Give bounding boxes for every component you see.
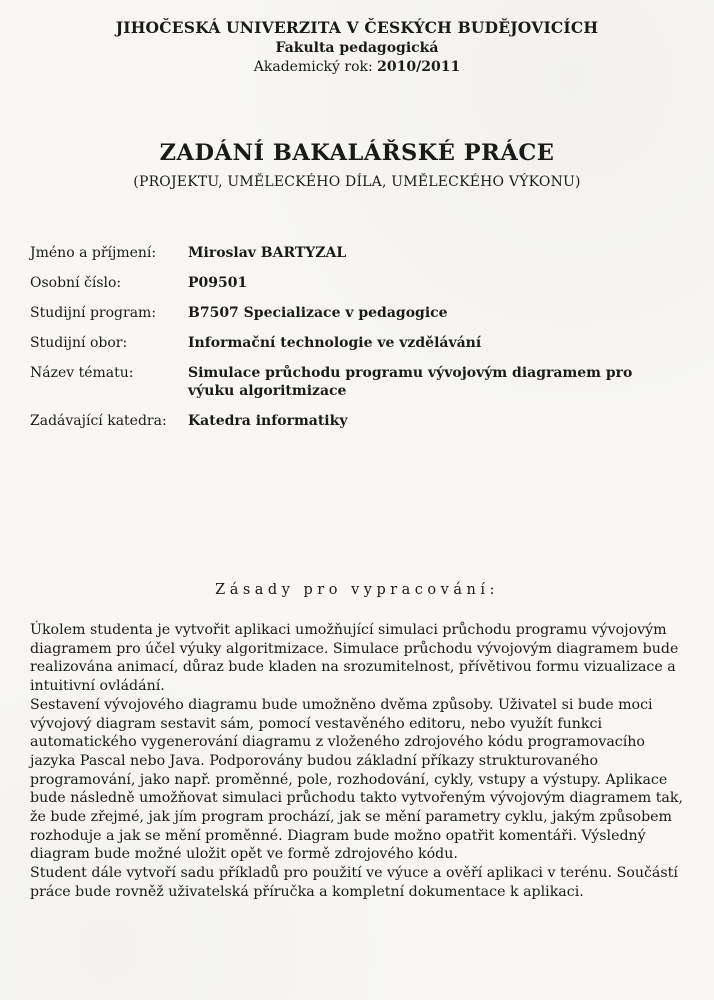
document-subtitle: (PROJEKTU, UMĚLECKÉHO DÍLA, UMĚLECKÉHO VÝKONU) xyxy=(133,174,581,190)
field-value: Katedra informatiky xyxy=(188,413,348,429)
field-label: Název tématu: xyxy=(30,365,134,381)
field-value: P09501 xyxy=(188,275,248,291)
academic-year-label: Akademický rok: xyxy=(253,59,373,75)
faculty-name: Fakulta pedagogická xyxy=(275,40,439,56)
field-label: Studijní obor: xyxy=(30,335,128,351)
university-name: JIHOČESKÁ UNIVERZITA V ČESKÝCH BUDĚJOVICÍCH xyxy=(115,18,599,37)
field-value: Simulace průchodu programu vývojovým diagramem pro výuku algoritmizace xyxy=(188,365,633,399)
guidelines-text xyxy=(30,621,690,902)
info-fields xyxy=(30,244,690,442)
field-value: B7507 Specializace v pedagogice xyxy=(188,305,448,321)
field-row xyxy=(30,274,690,292)
field-row xyxy=(30,364,690,400)
field-label: Studijní program: xyxy=(30,305,157,321)
paragraph: Úkolem studenta je vytvořit aplikaci umožňující simulaci průchodu programu vývojovým diagramem pro účel výuky algoritmizace. Simulace průchodu vývojovým diagramem bude realizována animací, důraz bude kladen na srozumitelnost, přívětivou formu vizualizace a intuitivní ovládání. xyxy=(30,622,679,695)
field-value: Informační technologie ve vzdělávání xyxy=(188,335,482,351)
field-value: Miroslav BARTYZAL xyxy=(188,245,347,261)
paragraph: Student dále vytvoří sadu příkladů pro použití ve výuce a ověří aplikaci v terénu. Součástí práce bude rovněž uživatelská příručka a kompletní dokumentace k aplikaci. xyxy=(30,865,678,900)
academic-year-value: 2010/2011 xyxy=(377,59,461,75)
document-title: ZADÁNÍ BAKALÁŘSKÉ PRÁCE xyxy=(159,140,555,166)
field-label: Osobní číslo: xyxy=(30,275,122,291)
field-label: Zadávající katedra: xyxy=(30,413,167,429)
field-row xyxy=(30,244,690,262)
paragraph: Sestavení vývojového diagramu bude umožněno dvěma způsoby. Uživatel si bude moci vývojový diagram sestavit sám, pomocí vestavěného editoru, nebo využít funkci automatického vygenerování diagramu z vloženého zdrojového kódu programovacího jazyka Pascal nebo Java. Podporovány budou základní příkazy strukturovaného programování, jako např. proměnné, pole, rozhodování, cykly, vstupy a výstupy. Aplikace bude následně umožňovat simulaci průchodu takto vytvořeným vývojovým diagramem tak, že bude zřejmé, jak jím program prochází, jak se mění parametry cyklu, jakým způsobem rozhoduje a jak se mění proměnné. Diagram bude možno opatřit komentáři. Výsledný diagram bude možné uložit opět ve formě zdrojového kódu. xyxy=(30,696,683,863)
field-row xyxy=(30,334,690,352)
field-row xyxy=(30,412,690,430)
document-header xyxy=(0,18,714,75)
field-label: Jméno a příjmení: xyxy=(30,245,157,261)
academic-year xyxy=(0,59,714,75)
field-row xyxy=(30,304,690,322)
section-title: Zásady pro vypracování: xyxy=(215,582,499,598)
